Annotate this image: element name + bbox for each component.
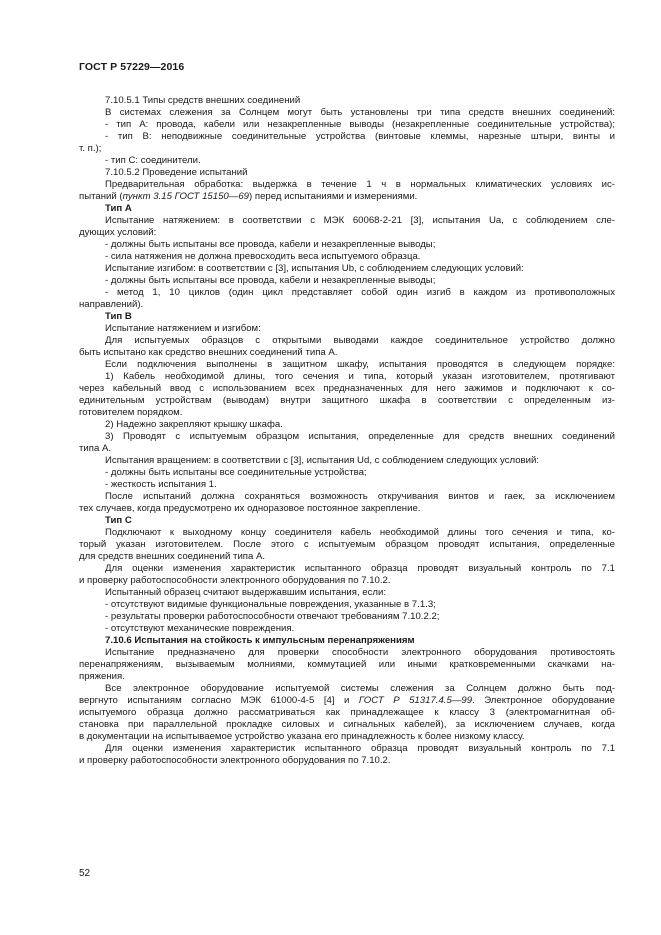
text-line: - должны быть испытаны все провода, кабели и незакрепленные выводы; <box>105 239 436 250</box>
text-span: вергнуто испытаниям согласно МЭК 61000-4-5 [4] и <box>79 695 359 706</box>
text-line: испытуемого образца должно рассматриваться как принадлежащее к классу 3 (электромагнитная об- <box>79 707 615 718</box>
text-line: Испытание натяжением: в соответствии с МЭК 60068-2-21 [3], испытания Ua, с соблюдением сле- <box>105 215 615 226</box>
text-line <box>79 695 615 707</box>
text-line: - должны быть испытаны все провода, кабели и незакрепленные выводы; <box>105 275 436 286</box>
text-line: Для испытуемых образцов с открытыми выводами каждое соединительное устройство должно <box>105 335 615 346</box>
text-line: Все электронное оборудование испытуемой системы слежения за Солнцем должно быть под- <box>105 683 615 694</box>
text-line: и проверку работоспособности электронного оборудования по 7.10.2. <box>79 755 391 766</box>
text-line: Тип С <box>105 515 132 526</box>
text-line: Тип В <box>105 311 132 322</box>
text-line: 7.10.5.2 Проведение испытаний <box>105 167 248 178</box>
text-line: 7.10.5.1 Типы средств внешних соединений <box>105 95 301 106</box>
page-header-title: ГОСТ Р 57229—2016 <box>79 61 185 73</box>
text-line: - тип В: неподвижные соединительные устройства (винтовые клеммы, нарезные штыри, винты и <box>105 131 615 142</box>
text-line: становка при параллельной прокладке силовых и сигнальных кабелей), за исключением случаев, когда <box>79 719 615 730</box>
text-line: В системах слежения за Солнцем могут быть установлены три типа средств внешних соединений: <box>105 107 615 118</box>
text-line: направлений). <box>79 299 144 310</box>
page-number: 52 <box>79 868 91 879</box>
text-span: пункт 3.15 ГОСТ 15150—69 <box>122 191 250 202</box>
text-line: Если подключения выполнены в защитном шкафу, испытания проводятся в следующем порядке: <box>105 359 615 370</box>
text-line: тех случаев, когда предусмотрено их одноразовое постоянное закрепление. <box>79 503 421 514</box>
text-line: 3) Проводят с испытуемым образцом испытания, определенные для средств внешних соединений <box>105 431 615 442</box>
text-line: Испытания вращением: в соответствии с [3], испытания Ud, с соблюдением следующих условий: <box>105 455 540 466</box>
text-line: После испытаний должна сохраняться возможность откручивания винтов и гаек, за исключением <box>105 491 615 502</box>
text-line: - отсутствуют видимые функциональные повреждения, указанные в 7.1.3; <box>105 599 436 610</box>
text-line: быть испытано как средство внешних соединений типа А. <box>79 347 338 358</box>
text-line: т. п.); <box>79 143 102 154</box>
text-line: 1) Кабель необходимой длины, того сечения и типа, который указан изготовителем, протягивают <box>105 371 615 382</box>
text-line: - сила натяжения не должна превосходить веса испытуемого образца. <box>105 251 421 262</box>
text-span: ГОСТ Р 51317.4.5—99 <box>358 695 473 706</box>
text-line: - жесткость испытания 1. <box>105 479 217 490</box>
text-line: Испытанный образец считают выдержавшим испытания, если: <box>105 587 387 598</box>
text-line: типа А. <box>79 443 112 454</box>
text-line: Предварительная обработка: выдержка в течение 1 ч в нормальных климатических условиях ис- <box>105 179 615 190</box>
text-line: 7.10.6 Испытания на стойкость к импульсным перенапряжениям <box>105 635 415 646</box>
text-line: Подключают к выходному концу соединителя кабель необходимой длины того сечения и типа, ко- <box>105 527 615 538</box>
text-span: пытаний ( <box>79 191 123 202</box>
text-line: Испытание натяжением и изгибом: <box>105 323 261 334</box>
text-line: - тип А: провода, кабели или незакрепленные выводы (незакрепленные соединительные устройства); <box>105 119 615 130</box>
text-line: Для оценки изменения характеристик испытанного образца проводят визуальный контроль по 7.1 <box>105 563 615 574</box>
text-line: 2) Надежно закрепляют крышку шкафа. <box>105 419 283 430</box>
text-line: - результаты проверки работоспособности отвечают требованиям 7.10.2.2; <box>105 611 440 622</box>
text-line: в документации на испытываемое устройство указана его принадлежность к более низкому классу. <box>79 731 525 742</box>
text-line: - тип С: соединители. <box>105 155 201 166</box>
text-line: пряжения. <box>79 671 125 682</box>
text-line: Испытание предназначено для проверки способности электронного оборудования противостоять <box>105 647 615 658</box>
text-line: готовителем порядком. <box>79 407 183 418</box>
text-line: для средств внешних соединений типа А. <box>79 551 266 562</box>
text-line: перенапряжениям, вызываемым молниями, коммутацией или иными кратковременными скачками на- <box>79 659 615 670</box>
text-line: - метод 1, 10 циклов (один цикл представляет собой один изгиб в каждом из противоположных <box>105 287 615 298</box>
text-line: Тип А <box>105 203 132 214</box>
text-line: Для оценки изменения характеристик испытанного образца проводят визуальный контроль по 7.1 <box>105 743 615 754</box>
text-line: - отсутствуют механические повреждения. <box>105 623 295 634</box>
text-line <box>79 191 615 203</box>
text-line: и проверку работоспособности электронного оборудования по 7.10.2. <box>79 575 391 586</box>
text-line: Испытание изгибом: в соответствии с [3], испытания Ub, с соблюдением следующих условий: <box>105 263 524 274</box>
text-line: торый указан изготовителем. После этого с испытуемым образцом проводят испытания, определенные <box>79 539 615 550</box>
text-line: дующих условий: <box>79 227 157 238</box>
text-line: через кабельный ввод с использованием всех предназначенных для него зажимов и подключают к со- <box>79 383 615 394</box>
text-line: - должны быть испытаны все соединительные устройства; <box>105 467 367 478</box>
text-line: единительным устройствам (выводам) внутри защитного шкафа в соответствии с определенным из- <box>79 395 615 406</box>
text-span: ) перед испытаниями и измерениями. <box>249 191 418 202</box>
text-span: . Электронное оборудование <box>472 695 615 706</box>
